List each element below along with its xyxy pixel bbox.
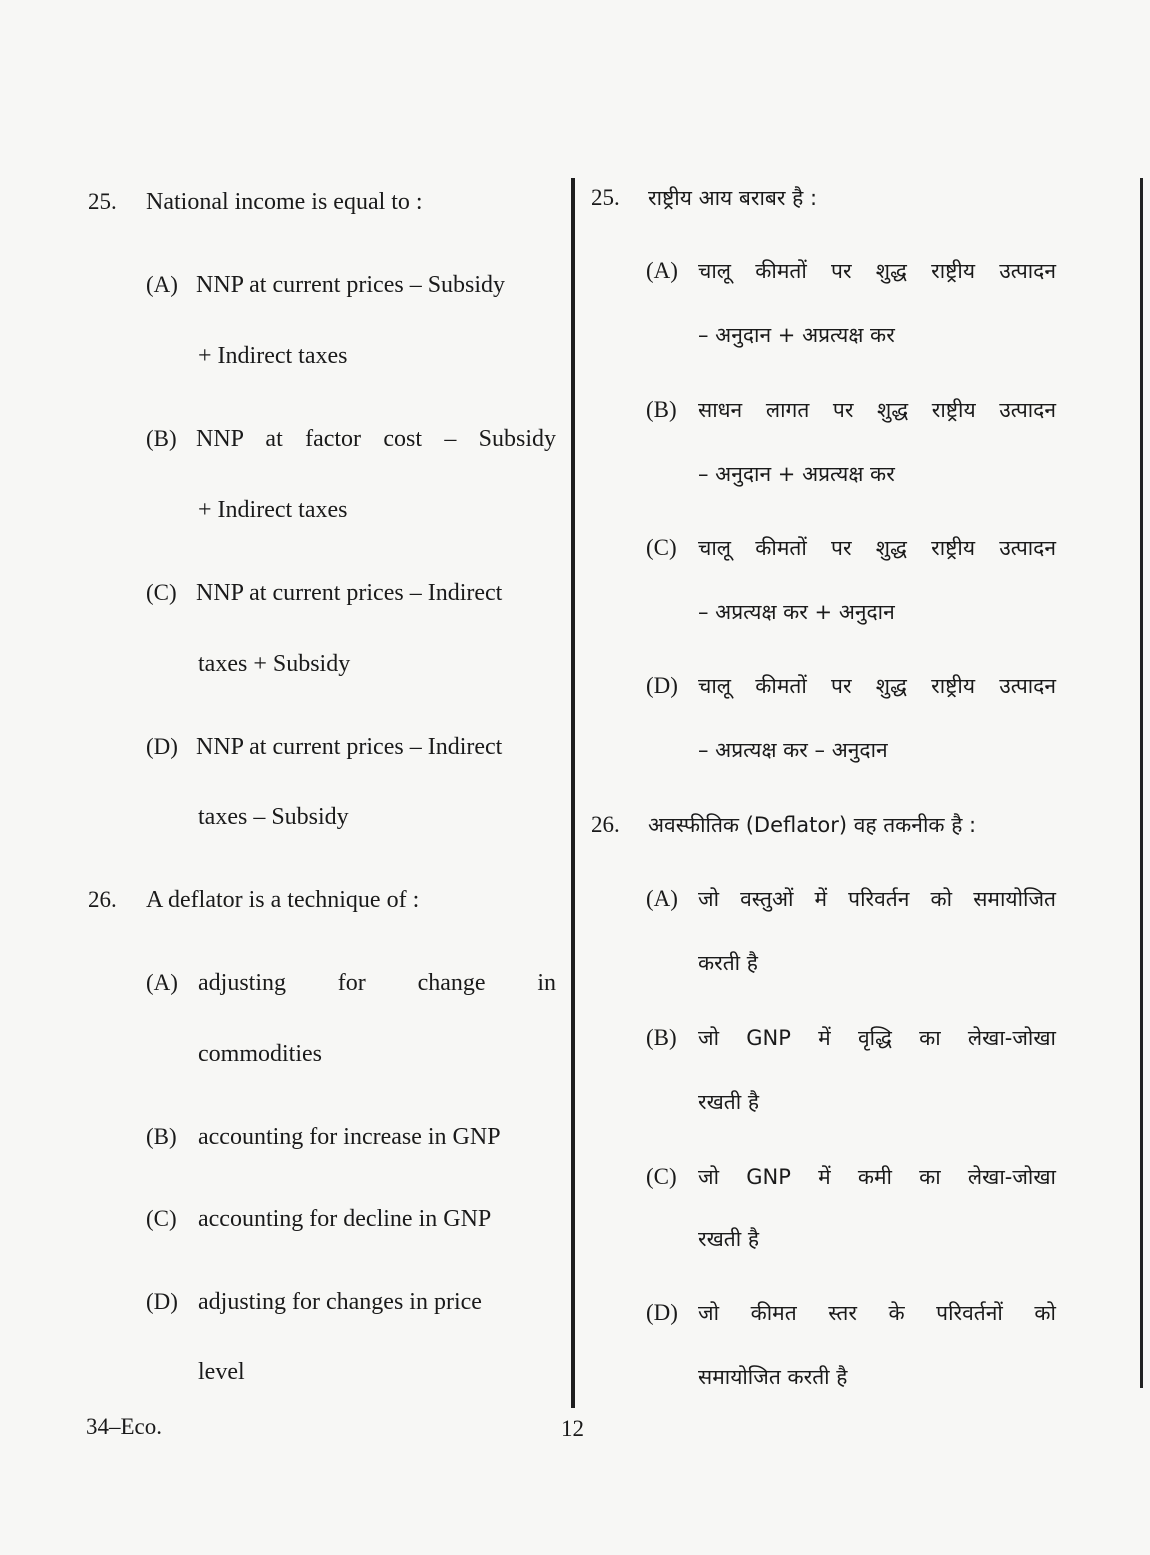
hindi-question-26-stem: अवस्फीतिक (Deflator) वह तकनीक है :	[648, 813, 977, 837]
q25-option-c-label: (C)	[146, 580, 177, 605]
q26-option-d-label: (D)	[146, 1289, 178, 1314]
hindi-q25-option-b-line2: – अनुदान + अप्रत्यक्ष कर	[698, 462, 895, 486]
hindi-q26-option-a-line1: जो वस्तुओं में परिवर्तन को समायोजित	[698, 887, 1056, 911]
question-26-number: 26.	[88, 887, 117, 912]
hindi-q25-option-d-label: (D)	[646, 673, 678, 698]
question-25-number: 25.	[88, 189, 117, 214]
page-number: 12	[561, 1416, 584, 1441]
q26-option-c-label: (C)	[146, 1206, 177, 1231]
hindi-q26-option-d-line1: जो कीमत स्तर के परिवर्तनों को	[698, 1301, 1056, 1325]
hindi-q26-option-c-line1: जो GNP में कमी का लेखा-जोखा	[698, 1165, 1056, 1189]
hindi-q25-option-c-line2: – अप्रत्यक्ष कर + अनुदान	[698, 600, 895, 624]
question-25-stem: National income is equal to :	[146, 189, 423, 215]
hindi-q25-option-d-line2: – अप्रत्यक्ष कर – अनुदान	[698, 738, 888, 762]
hindi-q25-option-a-line2: – अनुदान + अप्रत्यक्ष कर	[698, 323, 895, 347]
q26-option-b-line1: accounting for increase in GNP	[198, 1124, 501, 1150]
q26-option-a-line2: commodities	[198, 1041, 322, 1067]
hindi-q25-option-d-line1: चालू कीमतों पर शुद्ध राष्ट्रीय उत्पादन	[698, 674, 1056, 698]
q25-option-a-line2: + Indirect taxes	[198, 343, 348, 369]
q26-option-a-label: (A)	[146, 970, 178, 995]
q26-option-d-line1: adjusting for changes in price	[198, 1289, 482, 1315]
hindi-q26-option-b-label: (B)	[646, 1025, 677, 1050]
hindi-q26-option-a-line2: करती है	[698, 951, 758, 975]
hindi-q25-option-b-label: (B)	[646, 397, 677, 422]
hindi-question-25-stem: राष्ट्रीय आय बराबर है :	[648, 186, 818, 210]
hindi-q25-option-b-line1: साधन लागत पर शुद्ध राष्ट्रीय उत्पादन	[698, 398, 1056, 422]
hindi-q26-option-d-label: (D)	[646, 1300, 678, 1325]
q25-option-d-line2: taxes – Subsidy	[198, 804, 349, 830]
hindi-q26-option-c-line2: रखती है	[698, 1227, 760, 1251]
hindi-q25-option-a-label: (A)	[646, 258, 678, 283]
q25-option-d-line1: NNP at current prices – Indirect	[196, 734, 503, 760]
question-26-stem: A deflator is a technique of :	[146, 887, 420, 913]
q26-option-b-label: (B)	[146, 1124, 177, 1149]
hindi-question-26-number: 26.	[591, 812, 620, 837]
q25-option-b-line1: NNP at factor cost – Subsidy	[196, 426, 556, 452]
q25-option-b-line2: + Indirect taxes	[198, 497, 348, 523]
hindi-q25-option-a-line1: चालू कीमतों पर शुद्ध राष्ट्रीय उत्पादन	[698, 259, 1056, 283]
q25-option-c-line1: NNP at current prices – Indirect	[196, 580, 503, 606]
paper-code: 34–Eco.	[86, 1414, 163, 1439]
hindi-q25-option-c-label: (C)	[646, 535, 677, 560]
column-divider	[571, 178, 575, 1408]
q25-option-d-label: (D)	[146, 734, 178, 759]
hindi-q25-option-c-line1: चालू कीमतों पर शुद्ध राष्ट्रीय उत्पादन	[698, 536, 1056, 560]
hindi-q26-option-b-line1: जो GNP में वृद्धि का लेखा-जोखा	[698, 1026, 1056, 1050]
q25-option-a-line1: NNP at current prices – Subsidy	[196, 272, 506, 298]
q26-option-d-line2: level	[198, 1359, 245, 1385]
hindi-question-25-number: 25.	[591, 185, 620, 210]
hindi-q26-option-d-line2: समायोजित करती है	[698, 1365, 848, 1389]
right-border-line	[1140, 178, 1143, 1388]
q26-option-c-line1: accounting for decline in GNP	[198, 1206, 492, 1232]
q25-option-b-label: (B)	[146, 426, 177, 451]
q25-option-a-label: (A)	[146, 272, 178, 297]
hindi-q26-option-b-line2: रखती है	[698, 1090, 760, 1114]
q26-option-a-line1: adjusting for change in	[198, 970, 556, 996]
hindi-q26-option-c-label: (C)	[646, 1164, 677, 1189]
q25-option-c-line2: taxes + Subsidy	[198, 651, 351, 677]
hindi-q26-option-a-label: (A)	[646, 886, 678, 911]
